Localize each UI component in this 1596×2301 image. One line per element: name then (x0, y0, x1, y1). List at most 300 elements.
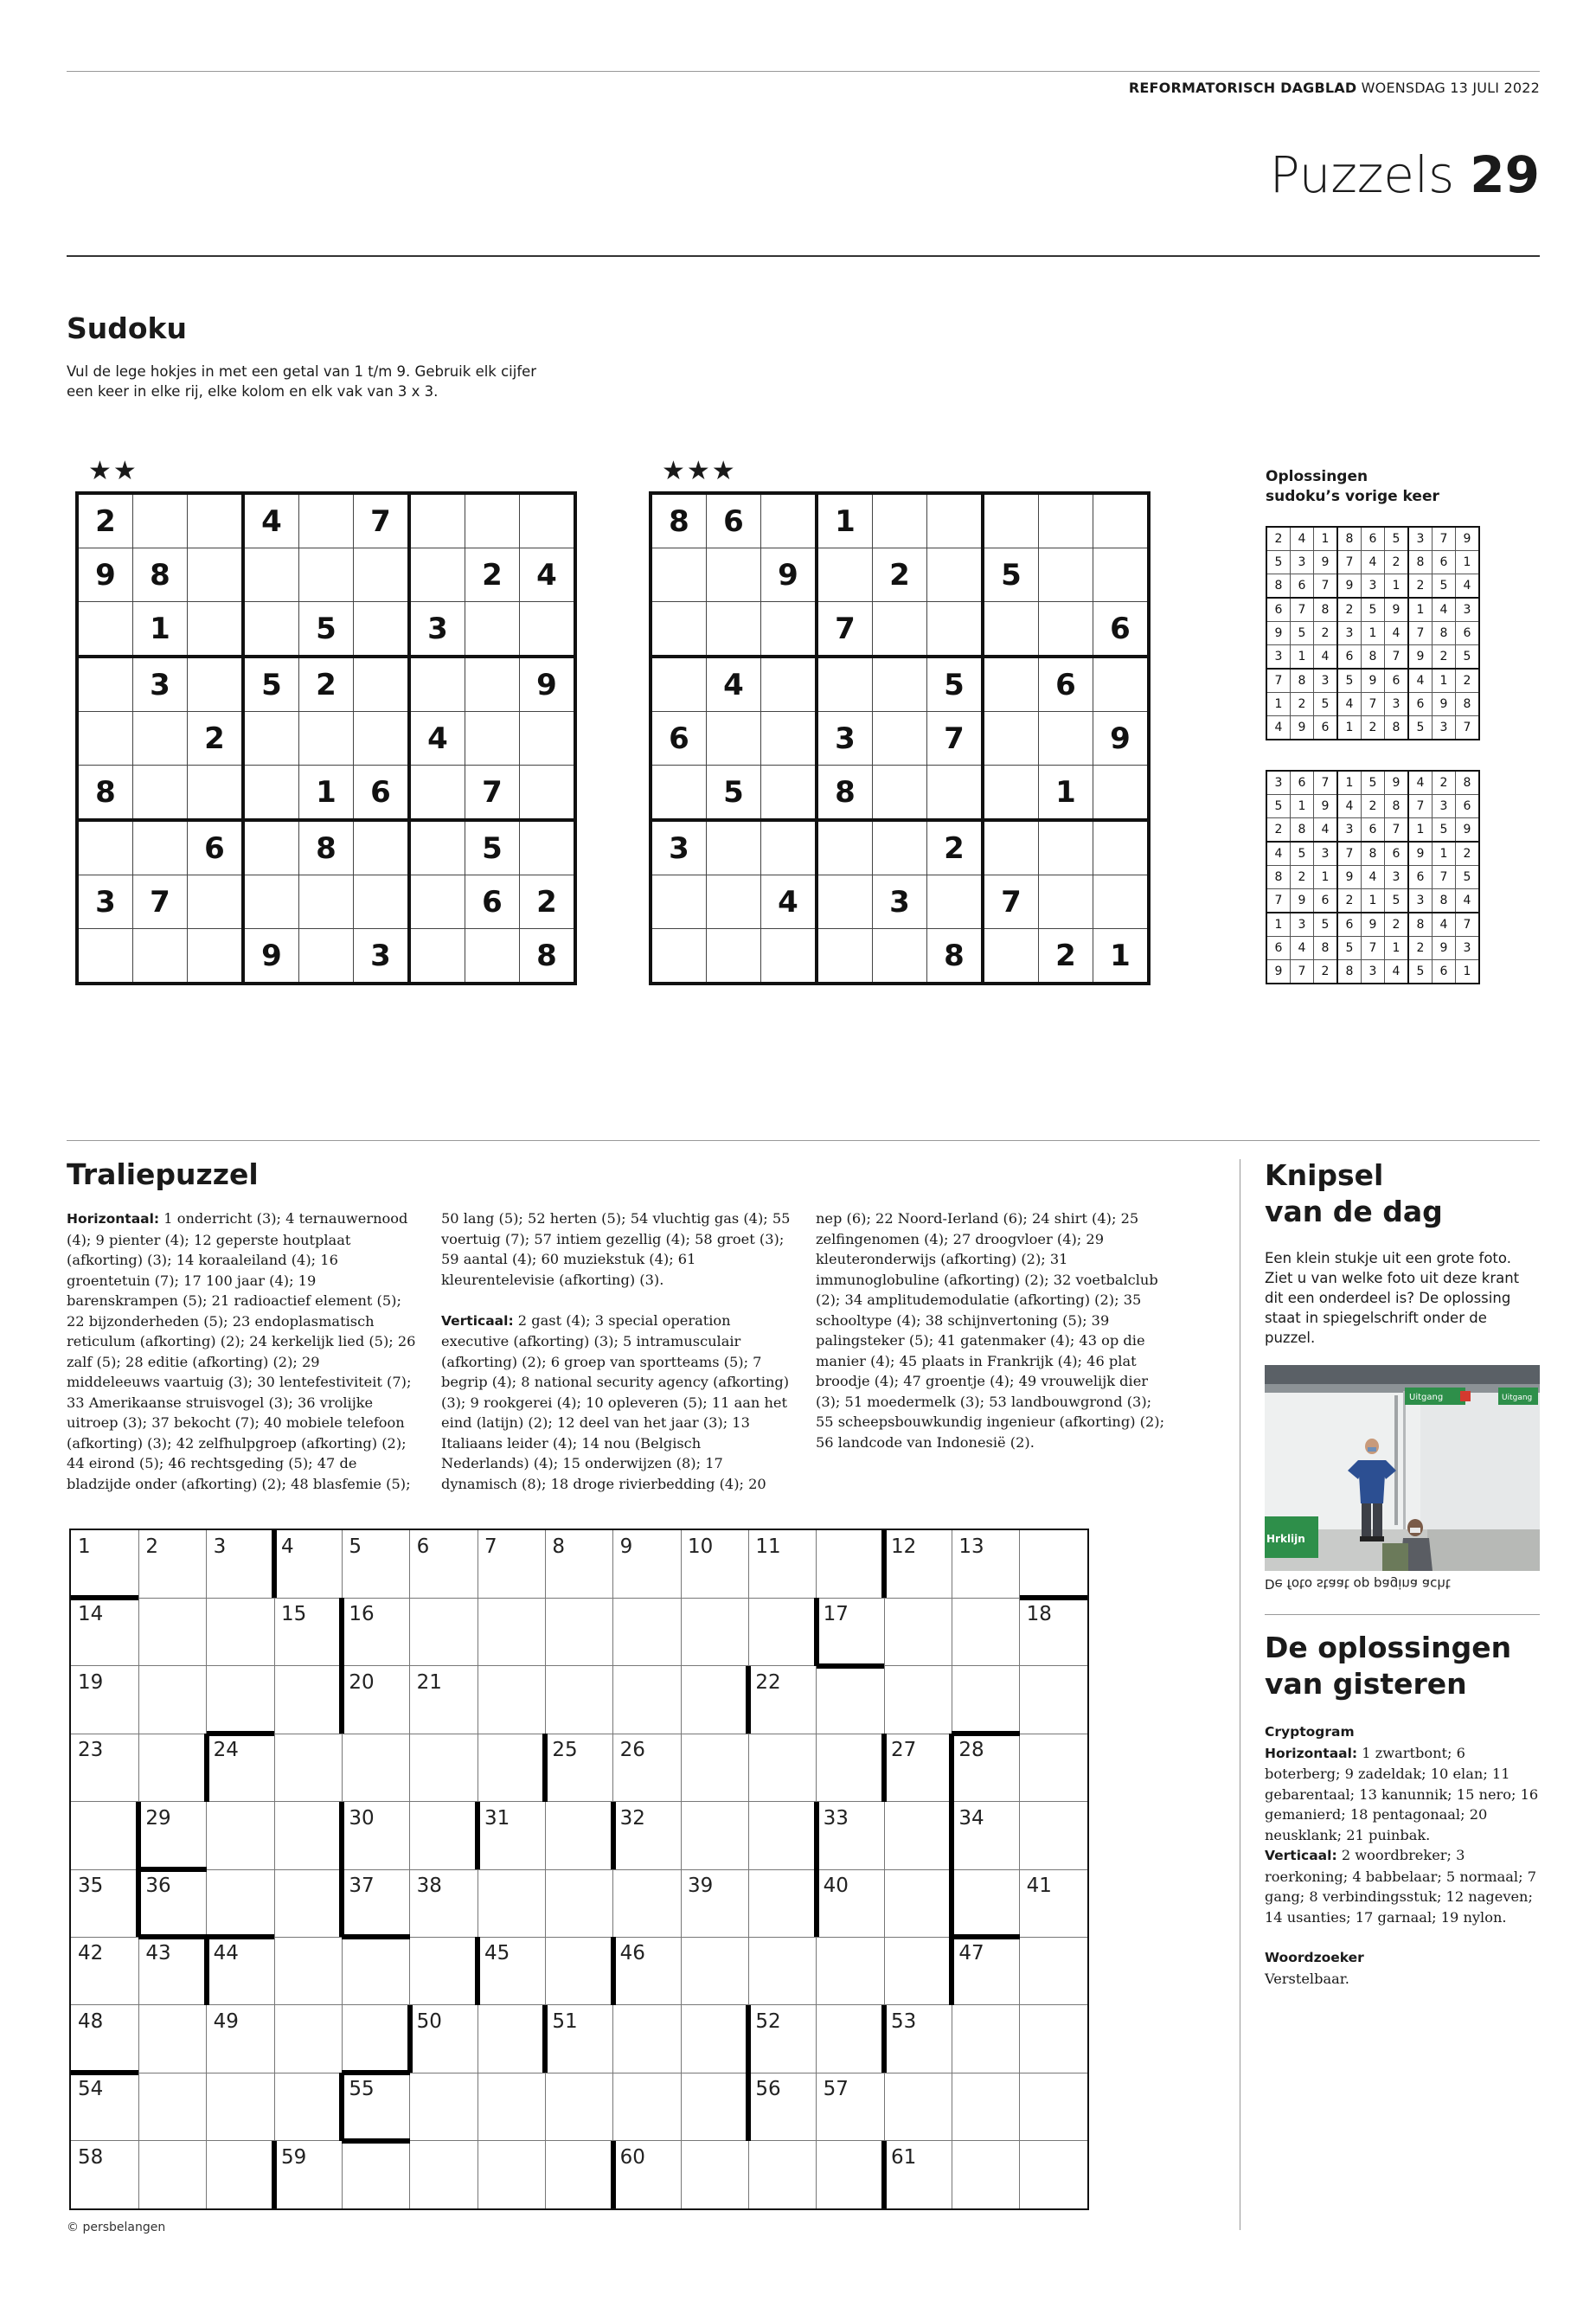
solutions-title (1266, 467, 1439, 507)
sudoku-1-cell (354, 602, 410, 657)
masthead-paper: REFORMATORISCH DAGBLAD (1128, 80, 1357, 96)
word-bar-vertical (949, 1802, 954, 1869)
word-bar-vertical (611, 1937, 616, 2004)
photo-banner: Hrklijn (1266, 1533, 1305, 1545)
solution-2-cell: 7 (1266, 889, 1291, 913)
solution-1-cell: 6 (1291, 574, 1314, 599)
sudoku-2-cell (707, 929, 761, 984)
solution-2-cell: 6 (1266, 937, 1291, 960)
solution-2-cell: 3 (1362, 960, 1385, 984)
solution-2-cell: 2 (1291, 866, 1314, 889)
solution-1-cell: 8 (1362, 645, 1385, 670)
sudoku-1-cell (133, 766, 188, 821)
solution-1-cell: 1 (1291, 645, 1314, 670)
solution-2-cell: 9 (1456, 818, 1480, 843)
sudoku-2-cell (983, 602, 1039, 657)
solution-1-cell: 6 (1456, 622, 1480, 645)
solution-2-cell: 8 (1266, 866, 1291, 889)
sudoku-1-cell (243, 602, 299, 657)
sudoku-1-row (77, 657, 575, 712)
clue-number: 22 (755, 1670, 781, 1694)
cryptogram-horizontal-label: Horizontaal: (1265, 1745, 1358, 1761)
grid-line-horizontal (71, 1869, 1087, 1870)
solution-2-cell: 3 (1314, 842, 1338, 866)
solution-2-cell: 8 (1337, 960, 1362, 984)
sudoku-2-row (651, 875, 1149, 929)
sudoku-2-cell (1093, 548, 1150, 602)
word-bar-horizontal (71, 2070, 138, 2075)
sudoku-2-cell (651, 602, 707, 657)
solution-2-cell: 7 (1362, 937, 1385, 960)
solution-1-cell: 6 (1362, 527, 1385, 551)
vertical-clues: nep (6); 22 Noord-Ierland (6); 24 shirt (4); 25 zelfingenomen (4); 27 droogvloer (4); 29 kleuteronderwijs (afkorting) (2); 31 immunoglobuline (afkorting) (2); 32 voetbalclub (2); 34 amplitudemodulatie (afkorting) (2); 35 schooltype (4); 38 schijnvertoning (5); 39 palingsteker (5); 41 gatenmaker (4); 43 op die manier (4); 45 plaats in Frankrijk (4); 46 plat broodje (4); 47 groentje (4); 49 vrouwelijk dier (3); 51 moedermelk (3); 53 landbouwgrond (3); 55 scheepsbouwkundig ingenieur (afkorting) (2); 56 landcode van Indonesië (2). (816, 1210, 1165, 1451)
solution-2-cell: 8 (1385, 795, 1409, 818)
solution-2-cell: 9 (1266, 960, 1291, 984)
photo-caption-mirrored: De foto staat op pagina acht (1265, 1576, 1451, 1592)
sudoku-1-cell: 3 (133, 657, 188, 712)
cryptogram-title: Cryptogram (1265, 1724, 1355, 1740)
solution-1-cell: 9 (1433, 693, 1456, 716)
sudoku-1-cell: 2 (520, 875, 576, 929)
sudoku-2-cell (817, 875, 873, 929)
solution-2-row (1266, 960, 1479, 984)
solution-1-cell: 5 (1314, 693, 1338, 716)
solution-1-row (1266, 716, 1479, 740)
sudoku-1-cell (77, 712, 133, 766)
word-bar-horizontal (207, 1731, 274, 1736)
solution-1-cell: 9 (1337, 574, 1362, 599)
solution-1-cell: 2 (1266, 527, 1291, 551)
sudoku-1-cell (520, 820, 576, 875)
solution-1-row (1266, 645, 1479, 670)
knipsel-rule (1265, 1614, 1540, 1615)
solution-2-cell: 2 (1314, 960, 1338, 984)
solution-1-cell: 2 (1362, 716, 1385, 740)
page-number: 29 (1470, 145, 1540, 204)
masthead-date: WOENSDAG 13 JULI 2022 (1361, 80, 1540, 96)
horizontal-clues: 50 lang (5); 52 herten (5); 54 vluchtig gas (4); 55 voertuig (7); 57 intiem gezellig (4); 58 groet (3); 59 aantal (4); 60 muziekstuk (4); 61 kleurentelevisie (afkorting) (3). (441, 1210, 791, 1288)
sudoku-2-row (651, 493, 1149, 548)
sudoku-1-cell: 2 (465, 548, 520, 602)
sudoku-1-cell (243, 820, 299, 875)
solution-2-cell: 4 (1337, 795, 1362, 818)
word-bar-vertical (475, 1937, 480, 2004)
clue-number: 28 (958, 1739, 984, 1762)
solution-1-cell: 3 (1266, 645, 1291, 670)
sudoku-2-row (651, 602, 1149, 657)
sudoku-2-cell: 7 (817, 602, 873, 657)
word-bar-vertical (339, 1598, 344, 1665)
clue-number: 45 (484, 1942, 510, 1965)
solution-2-cell: 9 (1314, 795, 1338, 818)
sudoku-1-cell: 5 (465, 820, 520, 875)
word-bar-vertical (136, 1869, 141, 1937)
sudoku-2-cell (651, 766, 707, 821)
word-bar-vertical (814, 1869, 819, 1937)
sudoku-1-cell (409, 929, 465, 984)
photo-sign-2: Uitgang (1502, 1394, 1533, 1402)
sudoku-1-grid (75, 491, 577, 985)
solution-2-cell: 8 (1362, 842, 1385, 866)
sudoku-2-cell (761, 712, 817, 766)
sudoku-1-cell (299, 493, 354, 548)
sudoku-1-cell (465, 602, 520, 657)
sudoku-1-cell: 6 (188, 820, 244, 875)
solution-1-cell: 8 (1385, 716, 1409, 740)
sudoku-1-cell (409, 548, 465, 602)
knipsel-photo (1265, 1365, 1540, 1571)
clue-number: 12 (891, 1535, 917, 1558)
solution-2-cell: 1 (1456, 960, 1480, 984)
solution-1-cell: 4 (1291, 527, 1314, 551)
solution-2-cell: 3 (1433, 795, 1456, 818)
sudoku-1-cell (188, 766, 244, 821)
solution-2-cell: 8 (1314, 937, 1338, 960)
solution-2-cell: 1 (1337, 771, 1362, 795)
word-bar-vertical (611, 1802, 616, 1869)
solution-2-row (1266, 913, 1479, 937)
sudoku-2-cell (707, 875, 761, 929)
solution-2-cell: 9 (1385, 771, 1409, 795)
clue-number: 54 (78, 2078, 104, 2101)
solution-1-cell: 7 (1408, 622, 1433, 645)
solution-2-cell: 6 (1456, 795, 1480, 818)
solution-1-cell: 3 (1362, 574, 1385, 599)
solution-1-cell: 3 (1291, 551, 1314, 574)
solution-1-cell: 4 (1408, 669, 1433, 693)
sudoku-2-cell (817, 820, 873, 875)
solution-2-cell: 1 (1291, 795, 1314, 818)
solution-2-cell: 3 (1456, 937, 1480, 960)
solution-1-cell: 1 (1408, 598, 1433, 622)
clue-number: 17 (823, 1603, 849, 1626)
word-bar-horizontal (952, 1934, 1019, 1939)
solution-1-cell: 5 (1362, 598, 1385, 622)
clue-number: 32 (619, 1806, 645, 1830)
solution-2-row (1266, 842, 1479, 866)
solution-2-cell: 8 (1433, 889, 1456, 913)
sudoku-2-cell (1093, 875, 1150, 929)
solution-2-cell: 2 (1362, 795, 1385, 818)
grid-line-horizontal (71, 1665, 1087, 1666)
clue-number: 34 (958, 1806, 984, 1830)
sudoku-1-row (77, 875, 575, 929)
sudoku-1-cell (465, 657, 520, 712)
solution-1-cell: 9 (1266, 622, 1291, 645)
sudoku-1-cell (188, 657, 244, 712)
solution-1-cell: 8 (1408, 551, 1433, 574)
solution-2-cell: 5 (1433, 818, 1456, 843)
woordzoeker-title: Woordzoeker (1265, 1950, 1364, 1965)
solution-1-row (1266, 574, 1479, 599)
word-bar-vertical (881, 1734, 887, 1801)
sudoku-1-cell (354, 657, 410, 712)
solution-2-cell: 9 (1433, 937, 1456, 960)
solution-2-cell: 5 (1314, 913, 1338, 937)
clue-number: 43 (145, 1942, 171, 1965)
word-bar-vertical (339, 2073, 344, 2140)
sudoku-title: Sudoku (67, 311, 187, 345)
word-bar-horizontal (342, 2070, 409, 2075)
solution-1-cell: 8 (1266, 574, 1291, 599)
sudoku-1-cell: 3 (354, 929, 410, 984)
solution-1-cell: 2 (1433, 645, 1456, 670)
sudoku-2-cell (1039, 820, 1093, 875)
solution-2-cell: 8 (1456, 771, 1480, 795)
sudoku-1-cell: 6 (465, 875, 520, 929)
clue-number: 53 (891, 2009, 917, 2033)
knipsel-text: Een klein stukje uit een grote foto. Ziet u van welke foto uit deze krant dit een onderdeel is? De oplossing staat in spiegelschrift onder de puzzel. (1265, 1250, 1520, 1346)
solution-1-cell: 8 (1291, 669, 1314, 693)
sudoku-2-cell: 7 (927, 712, 984, 766)
solution-2-row (1266, 818, 1479, 843)
sudoku-1-cell (354, 712, 410, 766)
vertical-clues: 2 gast (4); 3 special operation executive (afkorting) (3); 5 intramusculair (afkorting) (2); 6 groep van sportteams (5); 7 begrip (4); 8 national security agency (afkorting) (3); 9 rookgerei (4); 10 opleveren (5); 11 aan het eind (latijn) (2); 12 deel van het jaar (3); 13 Italiaans leider (4); 14 nou (Belgisch Nederlands) (4); 15 onderwijzen (8); 17 dynamisch (8); 18 droge rivierbedding (4); 20 (441, 1311, 790, 1492)
sudoku-2-cell (761, 657, 817, 712)
solution-2-cell: 1 (1314, 866, 1338, 889)
clue-number: 38 (416, 1875, 442, 1897)
clues-column-2 (441, 1208, 791, 1498)
solution-1-row (1266, 693, 1479, 716)
solution-2-cell: 7 (1291, 960, 1314, 984)
word-bar-vertical (339, 1666, 344, 1734)
sudoku-2-cell (761, 820, 817, 875)
solution-grid-1 (1266, 526, 1480, 740)
word-bar-horizontal (1020, 1595, 1087, 1600)
sudoku-2-cell (983, 712, 1039, 766)
sudoku-2-cell (1093, 766, 1150, 821)
sudoku-1-cell: 2 (299, 657, 354, 712)
sudoku-2-cell: 9 (1093, 712, 1150, 766)
clue-number: 15 (281, 1603, 307, 1626)
solution-1-cell: 6 (1433, 551, 1456, 574)
sudoku-1-row (77, 820, 575, 875)
sudoku-1-row (77, 929, 575, 984)
solution-1-cell: 7 (1385, 645, 1409, 670)
sudoku-1-cell (243, 766, 299, 821)
sudoku-1-cell (409, 657, 465, 712)
solution-1-cell: 7 (1291, 598, 1314, 622)
solution-1-cell: 3 (1385, 693, 1409, 716)
sudoku-2-cell (983, 820, 1039, 875)
solution-2-cell: 9 (1337, 866, 1362, 889)
sudoku-1-cell: 4 (520, 548, 576, 602)
word-bar-vertical (272, 2141, 277, 2208)
clue-number: 40 (823, 1875, 849, 1897)
solution-1-cell: 2 (1291, 693, 1314, 716)
clue-number: 35 (78, 1875, 104, 1897)
clue-number: 42 (78, 1942, 104, 1965)
sudoku-2-cell (1039, 602, 1093, 657)
sudoku-2-cell (1039, 548, 1093, 602)
sudoku-1-cell (465, 493, 520, 548)
solution-1-cell: 2 (1337, 598, 1362, 622)
solution-2-cell: 6 (1337, 913, 1362, 937)
solution-2-cell: 5 (1408, 960, 1433, 984)
sudoku-1-cell: 8 (133, 548, 188, 602)
solution-1-cell: 1 (1314, 527, 1338, 551)
sudoku-2-cell (983, 493, 1039, 548)
solution-1-cell: 4 (1456, 574, 1480, 599)
clue-number: 60 (619, 2145, 645, 2169)
clue-number: 14 (78, 1603, 104, 1626)
sudoku-2-cell: 4 (707, 657, 761, 712)
solution-1-cell: 8 (1337, 527, 1362, 551)
solution-1-cell: 3 (1337, 622, 1362, 645)
solution-1-cell: 9 (1291, 716, 1314, 740)
solution-1-cell: 5 (1385, 527, 1409, 551)
solution-2-cell: 2 (1408, 937, 1433, 960)
solution-1-row (1266, 622, 1479, 645)
word-bar-horizontal (342, 1934, 409, 1939)
gisteren-title-line-2: van gisteren (1265, 1667, 1467, 1701)
sudoku-2-cell (983, 766, 1039, 821)
sudoku-2-cell (983, 657, 1039, 712)
sudoku-1-cell: 8 (520, 929, 576, 984)
sudoku-2-cell (817, 548, 873, 602)
sudoku-1-cell (409, 875, 465, 929)
sudoku-1-cell (299, 548, 354, 602)
clues-column-3 (816, 1208, 1170, 1498)
solution-2-cell: 2 (1266, 818, 1291, 843)
sudoku-1-cell (354, 875, 410, 929)
clue-number: 58 (78, 2145, 104, 2169)
sudoku-1-cell (133, 493, 188, 548)
sudoku-2-cell: 3 (651, 820, 707, 875)
sudoku-2-cell: 8 (651, 493, 707, 548)
sudoku-2-cell (927, 875, 984, 929)
sudoku-2-cell (873, 929, 927, 984)
sudoku-1-cell (520, 602, 576, 657)
solution-1-cell: 6 (1408, 693, 1433, 716)
sudoku-intro: Vul de lege hokjes in met een getal van 1 t/m 9. Gebruik elk cijfer een keer in elke rij, elke kolom en elk vak van 3 x 3. (67, 363, 537, 400)
solution-2-cell: 4 (1266, 842, 1291, 866)
sudoku-2-cell (983, 929, 1039, 984)
solution-1-cell: 6 (1385, 669, 1409, 693)
clue-number: 26 (619, 1739, 645, 1762)
word-bar-vertical (881, 2141, 887, 2208)
solution-1-cell: 6 (1266, 598, 1291, 622)
sudoku-2-cell (817, 657, 873, 712)
solution-1-cell: 4 (1385, 622, 1409, 645)
sudoku-2-cell (707, 712, 761, 766)
sudoku-2-cell (651, 875, 707, 929)
traliepuzzel-grid (69, 1529, 1089, 2210)
sudoku-2-cell: 3 (873, 875, 927, 929)
solution-1-cell: 1 (1385, 574, 1409, 599)
word-bar-vertical (881, 1530, 887, 1598)
clue-number: 18 (1026, 1603, 1052, 1626)
sudoku-1-cell (299, 929, 354, 984)
solution-1-cell: 9 (1362, 669, 1385, 693)
sudoku-1-cell (188, 493, 244, 548)
solution-1-cell: 2 (1385, 551, 1409, 574)
sudoku-2-cell (873, 766, 927, 821)
sudoku-1-row (77, 712, 575, 766)
sudoku-1-cell: 9 (520, 657, 576, 712)
word-bar-vertical (204, 1937, 209, 2004)
solution-2-row (1266, 771, 1479, 795)
solution-1-cell: 5 (1456, 645, 1480, 670)
solution-2-cell: 9 (1408, 842, 1433, 866)
sudoku-1-cell (520, 493, 576, 548)
horizontal-label: Horizontaal: (67, 1211, 160, 1227)
clue-number: 31 (484, 1806, 510, 1830)
sudoku-2-cell (1093, 820, 1150, 875)
sudoku-2-cell (1093, 493, 1150, 548)
word-bar-vertical (407, 2005, 413, 2073)
solution-2-cell: 4 (1291, 937, 1314, 960)
sudoku-2-cell (927, 602, 984, 657)
solution-2-cell: 4 (1433, 913, 1456, 937)
word-bar-horizontal (342, 2138, 409, 2144)
solution-1-cell: 6 (1337, 645, 1362, 670)
sudoku-2-cell: 7 (983, 875, 1039, 929)
solution-1-cell: 4 (1362, 551, 1385, 574)
sudoku-1-cell: 9 (243, 929, 299, 984)
solution-1-cell: 7 (1314, 574, 1338, 599)
sudoku-1-cell (409, 820, 465, 875)
solution-1-cell: 9 (1314, 551, 1338, 574)
word-bar-vertical (272, 1530, 277, 1598)
sudoku-1-row (77, 493, 575, 548)
solution-1-cell: 2 (1408, 574, 1433, 599)
solution-1-cell: 1 (1456, 551, 1480, 574)
clue-number: 9 (619, 1535, 633, 1558)
clue-number: 25 (552, 1739, 578, 1762)
solution-2-cell: 5 (1291, 842, 1314, 866)
sudoku-1-cell: 1 (299, 766, 354, 821)
word-bar-vertical (746, 2073, 751, 2140)
sudoku-2-cell (651, 657, 707, 712)
sudoku-1-cell (299, 875, 354, 929)
sudoku-1-cell: 6 (354, 766, 410, 821)
clue-number: 52 (755, 2009, 781, 2033)
solution-2-cell: 3 (1266, 771, 1291, 795)
word-bar-horizontal (952, 1731, 1019, 1736)
solution-1-cell: 1 (1433, 669, 1456, 693)
clue-number: 4 (281, 1535, 294, 1558)
solution-1-cell: 9 (1408, 645, 1433, 670)
solution-1-cell: 7 (1266, 669, 1291, 693)
clue-number: 37 (349, 1875, 375, 1897)
solution-2-cell: 8 (1408, 913, 1433, 937)
clue-number: 6 (416, 1535, 430, 1558)
clue-number: 48 (78, 2009, 104, 2033)
clue-number: 33 (823, 1806, 849, 1830)
sudoku-1-cell (354, 548, 410, 602)
sudoku-1-cell (133, 820, 188, 875)
solution-1-cell: 6 (1314, 716, 1338, 740)
knipsel-title (1265, 1157, 1443, 1230)
sudoku-1-cell (409, 493, 465, 548)
solution-2-cell: 8 (1291, 818, 1314, 843)
sudoku-2-cell (1039, 493, 1093, 548)
knipsel-title-line-1: Knipsel (1265, 1158, 1384, 1192)
word-bar-vertical (814, 1598, 819, 1665)
sudoku-1-row (77, 602, 575, 657)
sudoku-2-cell (1039, 875, 1093, 929)
solution-2-cell: 1 (1385, 937, 1409, 960)
sudoku-2-cell (1093, 657, 1150, 712)
grid-line-horizontal (71, 1801, 1087, 1802)
sudoku-1-cell: 8 (299, 820, 354, 875)
solution-2-cell: 5 (1362, 771, 1385, 795)
solution-2-cell: 4 (1362, 866, 1385, 889)
sudoku-2-cell (761, 602, 817, 657)
solution-2-cell: 1 (1266, 913, 1291, 937)
clue-number: 24 (213, 1739, 239, 1762)
